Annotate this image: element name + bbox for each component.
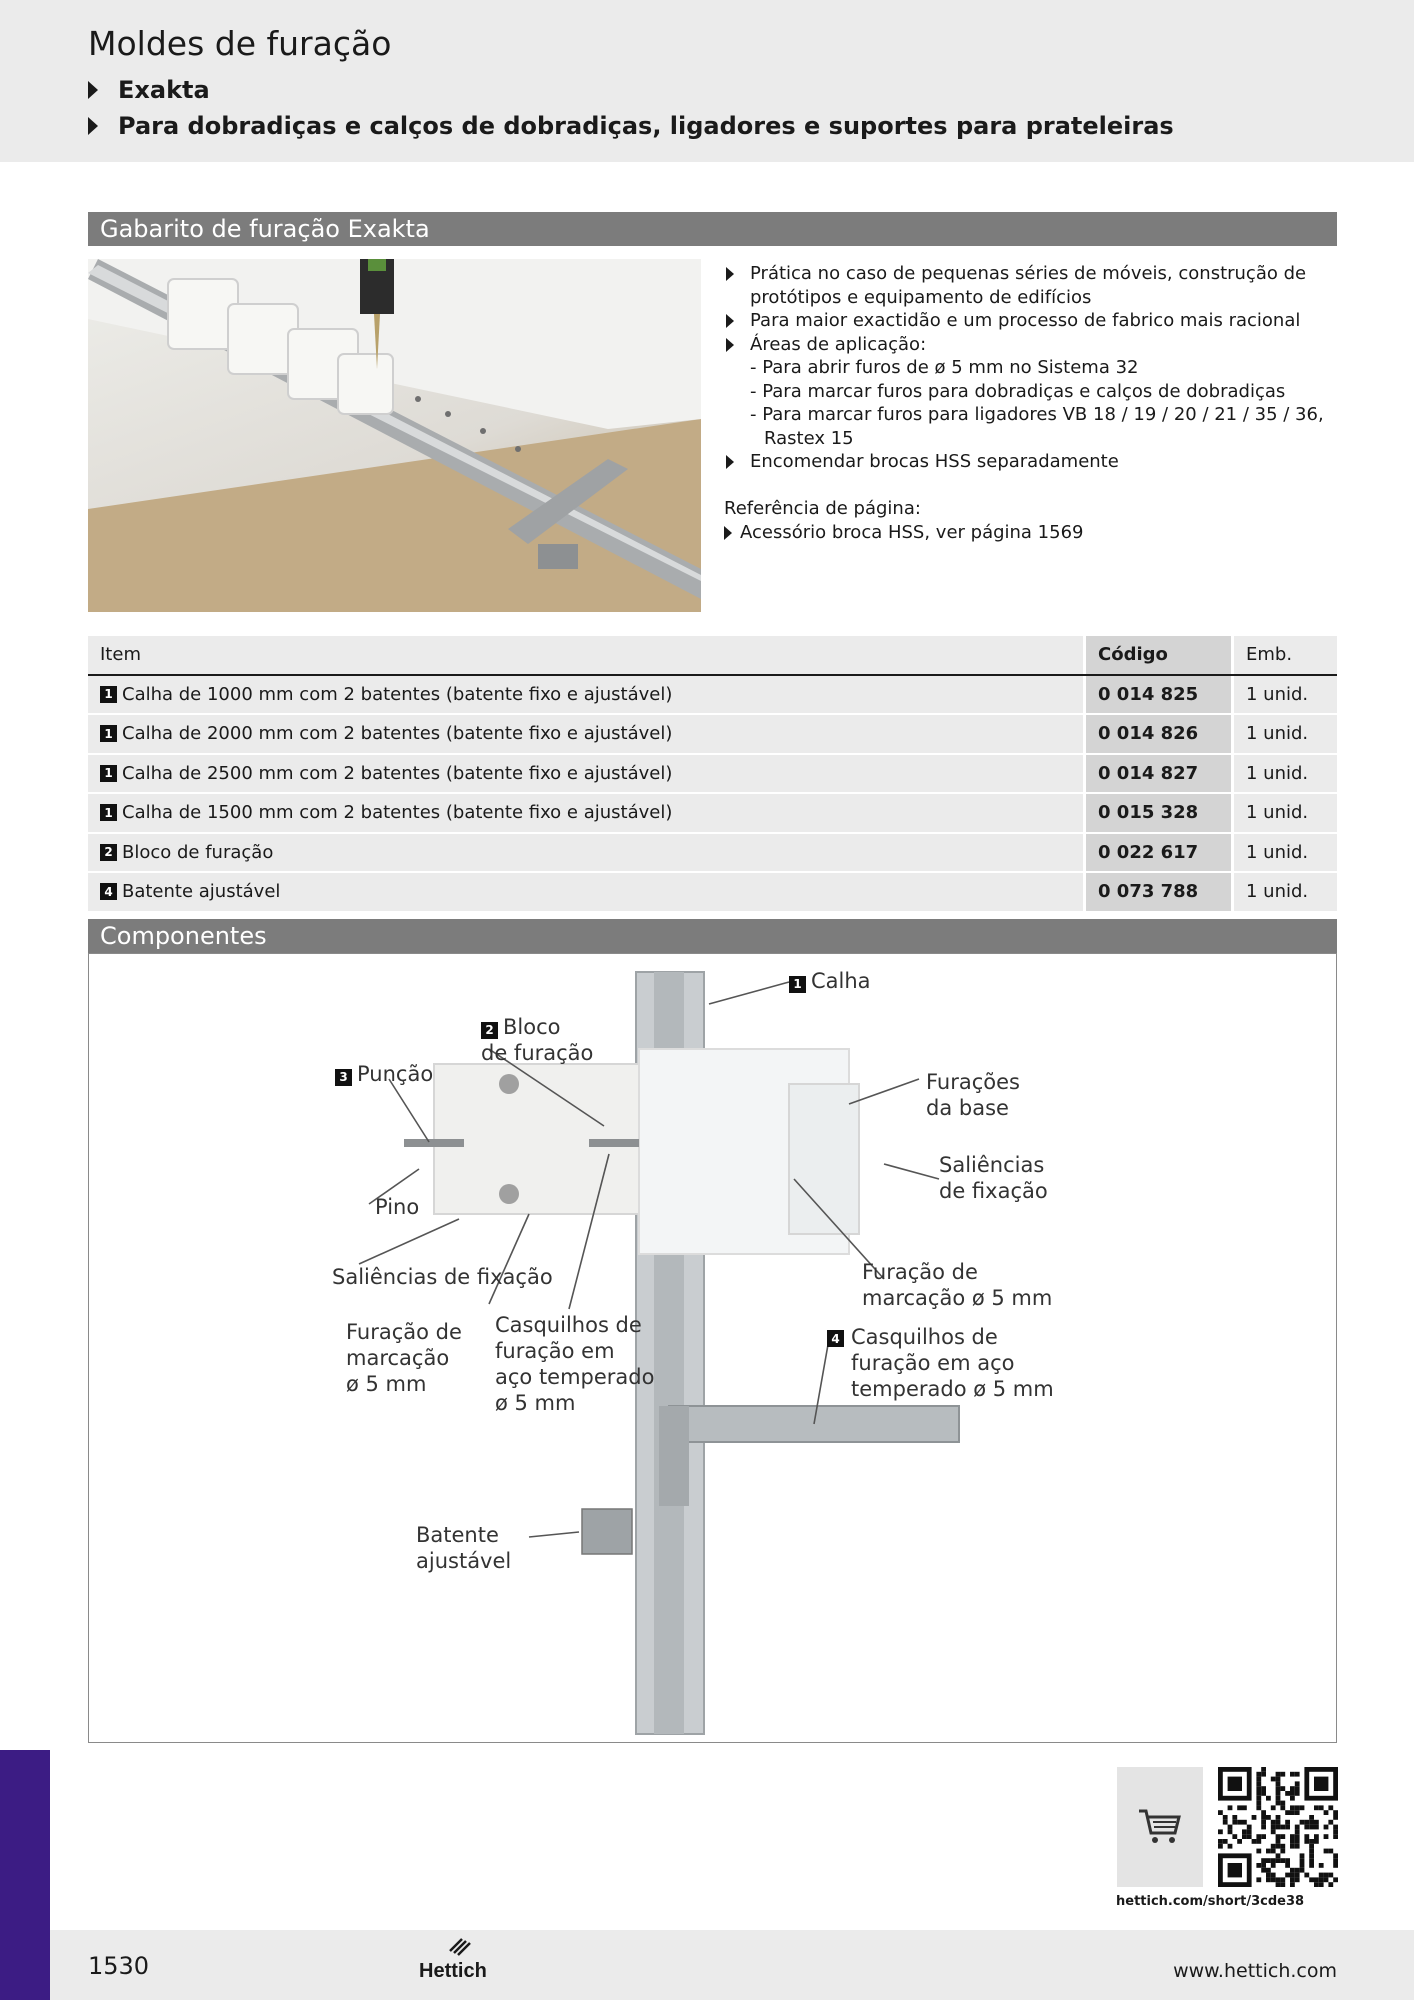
- cell-pack: 1 unid.: [1234, 715, 1337, 753]
- section-bar-componentes: Componentes: [88, 919, 1337, 953]
- item-number-badge: 1: [100, 725, 117, 742]
- label-casquilhos-right: 4 Casquilhos de furação em aço temperado ø 5 mm: [827, 1324, 1054, 1402]
- hettich-logo-icon: [418, 1933, 488, 1983]
- triangle-bullet-icon: [88, 117, 98, 135]
- table-body: [88, 676, 1337, 913]
- item-description: Batente ajustável: [122, 881, 281, 903]
- item-description: Calha de 2500 mm com 2 batentes (batente fixo e ajustável): [122, 762, 673, 784]
- item-description: Calha de 2000 mm com 2 batentes (batente fixo e ajustável): [122, 723, 673, 745]
- label-furacoes-base: Furações da base: [926, 1070, 1020, 1120]
- qr-code-icon: [1218, 1767, 1338, 1887]
- cell-code: 0 014 826: [1086, 715, 1231, 753]
- cell-item: [88, 715, 1083, 753]
- bullet-item: Encomendar brocas HSS separadamente: [724, 450, 1324, 474]
- item-number-badge: 4: [100, 883, 117, 900]
- table-row: [88, 834, 1337, 874]
- table-row: [88, 715, 1337, 755]
- label-bloco: 2 Bloco de furação: [481, 1015, 594, 1065]
- sub-item: - Para marcar furos para ligadores VB 18 / 19 / 20 / 21 / 35 / 36,: [750, 404, 1324, 425]
- website[interactable]: www.hettich.com: [1173, 1960, 1337, 1982]
- subtitle-text: Para dobradiças e calços de dobradiças, ligadores e suportes para prateleiras: [118, 112, 1174, 140]
- section-bar-gabarito: Gabarito de furação Exakta: [88, 212, 1337, 246]
- page-ref-link[interactable]: Acessório broca HSS, ver página 1569: [724, 521, 1324, 545]
- page-number: 1530: [88, 1952, 150, 1980]
- subtitle-2: [88, 112, 1174, 140]
- label-furacao-marcacao-right: Furação de marcação ø 5 mm: [862, 1260, 1053, 1310]
- cell-pack: 1 unid.: [1234, 755, 1337, 793]
- chapter-tab: [0, 1750, 50, 2000]
- drilling-jig-photo: [88, 259, 701, 612]
- hettich-logo: [418, 1933, 488, 1983]
- cell-code: 0 014 825: [1086, 676, 1231, 714]
- triangle-bullet-icon: [726, 267, 734, 281]
- bullet-continuation: protótipos e equipamento de edifícios: [750, 286, 1092, 308]
- subtitle-text: Exakta: [118, 76, 210, 104]
- sub-item-continuation: Rastex 15: [764, 427, 854, 449]
- cart-button[interactable]: [1117, 1767, 1203, 1887]
- cell-pack: 1 unid.: [1234, 676, 1337, 714]
- sub-item: - Para abrir furos de ø 5 mm no Sistema 32: [750, 357, 1139, 378]
- product-table: [88, 636, 1337, 913]
- sub-item: - Para marcar furos para dobradiças e calços de dobradiças: [750, 380, 1286, 402]
- header-item: Item: [88, 636, 1083, 674]
- label-pino: Pino: [375, 1195, 420, 1219]
- qr-url[interactable]: hettich.com/short/3cde38: [1116, 1894, 1305, 1909]
- item-description: Calha de 1500 mm com 2 batentes (batente fixo e ajustável): [122, 802, 673, 824]
- label-batente: Batente ajustável: [416, 1523, 512, 1573]
- triangle-bullet-icon: [726, 455, 734, 469]
- cell-code: 0 014 827: [1086, 755, 1231, 793]
- page-title: Moldes de furação: [88, 24, 392, 63]
- cell-item: [88, 755, 1083, 793]
- cell-pack: 1 unid.: [1234, 873, 1337, 911]
- table-row: [88, 755, 1337, 795]
- cell-pack: 1 unid.: [1234, 834, 1337, 872]
- page-ref-label: Referência de página:: [724, 498, 921, 519]
- label-puncao: 3 Punção: [335, 1061, 433, 1087]
- cell-code: 0 022 617: [1086, 834, 1231, 872]
- table-row: [88, 676, 1337, 716]
- table-row: [88, 794, 1337, 834]
- components-drawing: [89, 954, 1337, 1743]
- cell-code: 0 073 788: [1086, 873, 1231, 911]
- components-diagram: [88, 953, 1337, 1743]
- triangle-bullet-icon: [726, 314, 734, 328]
- bullet-item: Prática no caso de pequenas séries de móveis, construção de: [724, 262, 1324, 286]
- shopping-cart-icon: [1137, 1807, 1183, 1847]
- label-casquilhos-left: Casquilhos de furação em aço temperado ø 5 mm: [495, 1313, 655, 1415]
- header-code: Código: [1086, 636, 1231, 674]
- triangle-bullet-icon: [88, 81, 98, 99]
- subtitle-1: [88, 76, 210, 104]
- item-number-badge: 2: [100, 844, 117, 861]
- feature-list: [724, 262, 1324, 544]
- cell-item: [88, 676, 1083, 714]
- triangle-bullet-icon: [724, 526, 732, 540]
- product-photo: [88, 259, 701, 612]
- item-description: Bloco de furação: [122, 841, 274, 863]
- item-number-badge: 1: [100, 686, 117, 703]
- cell-item: [88, 834, 1083, 872]
- label-furacao-marcacao-left: Furação de marcação ø 5 mm: [346, 1320, 462, 1396]
- brand-text: Hettich: [419, 1960, 487, 1982]
- table-header: [88, 636, 1337, 676]
- item-number-badge: 1: [100, 765, 117, 782]
- qr-code[interactable]: [1218, 1767, 1338, 1887]
- bullet-item: Para maior exactidão e um processo de fabrico mais racional: [724, 309, 1324, 333]
- cell-item: [88, 794, 1083, 832]
- cell-code: 0 015 328: [1086, 794, 1231, 832]
- label-calha: 1 Calha: [789, 968, 871, 994]
- item-description: Calha de 1000 mm com 2 batentes (batente fixo e ajustável): [122, 683, 673, 705]
- table-row: [88, 873, 1337, 913]
- cell-item: [88, 873, 1083, 911]
- cell-pack: 1 unid.: [1234, 794, 1337, 832]
- triangle-bullet-icon: [726, 338, 734, 352]
- item-number-badge: 1: [100, 804, 117, 821]
- header-pack: Emb.: [1234, 636, 1337, 674]
- label-saliencias-right: Saliências de fixação: [939, 1153, 1048, 1203]
- label-saliencias-left: Saliências de fixação: [332, 1265, 553, 1289]
- bullet-item: Áreas de aplicação:: [724, 333, 1324, 357]
